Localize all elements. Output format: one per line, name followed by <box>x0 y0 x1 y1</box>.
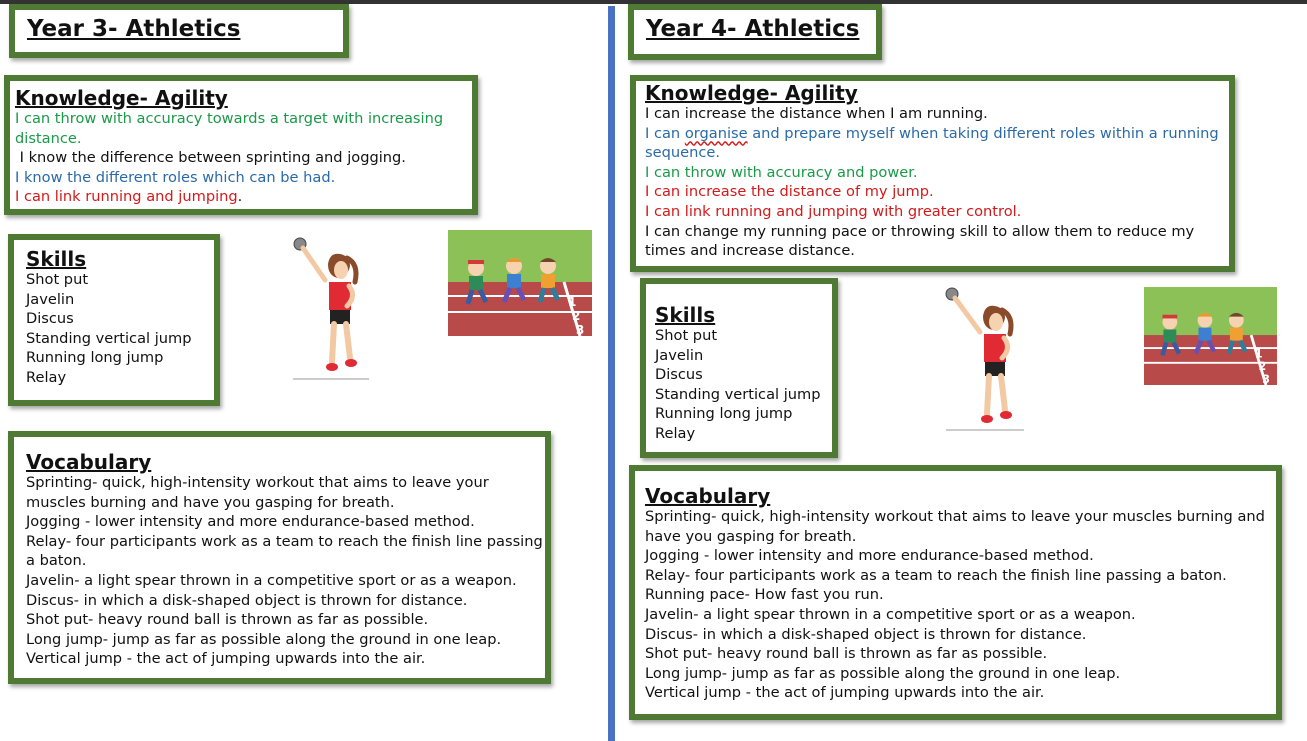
year4-skills-box <box>640 278 838 458</box>
svg-text:1: 1 <box>1254 347 1263 361</box>
vocab-line: Shot put- heavy round ball is thrown as far as possible. <box>645 645 1048 663</box>
year3-vocabulary-heading: Vocabulary <box>26 450 152 474</box>
year4-vocabulary-heading: Vocabulary <box>645 484 771 508</box>
shot-put-girl-illustration <box>285 232 375 382</box>
vocab-line: Sprinting- quick, high-intensity workout that aims to leave your muscles burning and have you gasping for breath. <box>645 508 1265 545</box>
year4-knowledge-heading: Knowledge- Agility <box>645 81 858 105</box>
vocab-line: Discus- in which a disk-shaped object is thrown for distance. <box>645 625 1087 643</box>
year4-skills-heading: Skills <box>655 303 716 327</box>
year4-knowledge-line-1: I can increase the distance when I am running. <box>645 105 988 122</box>
year3-knowledge-line-4-period: . <box>237 188 243 206</box>
column-divider <box>608 6 615 741</box>
year3-title: Year 3- Athletics <box>27 16 241 42</box>
skill-item: Relay <box>655 424 696 442</box>
skill-item: Javelin <box>655 346 704 364</box>
year3-knowledge-line-2: I know the difference between sprinting and jogging. <box>15 149 406 167</box>
vocab-line: Javelin- a light spear thrown in a competitive sport or as a weapon. <box>26 571 517 589</box>
year4-title: Year 4- Athletics <box>646 16 860 42</box>
year3-skills-heading: Skills <box>26 247 87 271</box>
year4-knowledge-line-5: I can link running and jumping with greater control. <box>645 202 1022 220</box>
skill-item: Running long jump <box>26 349 164 367</box>
year3-vocabulary-box <box>8 431 551 684</box>
vocab-line: Running pace- How fast you run. <box>645 586 884 604</box>
year4-knowledge-line-2a: I can <box>645 124 685 142</box>
svg-text:3: 3 <box>1262 373 1270 385</box>
vocab-line: Shot put- heavy round ball is thrown as far as possible. <box>26 611 429 629</box>
vocab-line: Jogging - lower intensity and more endurance-based method. <box>645 547 1094 565</box>
year3-knowledge-line-1: I can throw with accuracy towards a target with increasing distance. <box>15 110 444 147</box>
running-track-illustration <box>448 230 592 336</box>
vocab-line: Vertical jump - the act of jumping upwards into the air. <box>26 650 426 668</box>
year4-knowledge-box <box>630 75 1235 272</box>
year3-title-box <box>9 4 349 58</box>
svg-text:2: 2 <box>572 309 581 323</box>
vocab-line: Discus- in which a disk-shaped object is thrown for distance. <box>26 591 468 609</box>
skill-item: Running long jump <box>655 405 793 423</box>
skill-item: Shot put <box>26 271 89 288</box>
vocab-line: Long jump- jump as far as possible along the ground in one leap. <box>26 630 502 648</box>
year3-knowledge-line-3: I know the different roles which can be had. <box>15 168 336 186</box>
svg-text:2: 2 <box>1258 360 1267 374</box>
skill-item: Discus <box>26 310 74 328</box>
running-track-illustration <box>1144 287 1277 385</box>
vocab-line: Relay- four participants work as a team to reach the finish line passing a baton. <box>26 532 543 570</box>
vocab-line: Relay- four participants work as a team to reach the finish line passing a baton. <box>645 566 1227 584</box>
skill-item: Standing vertical jump <box>655 385 821 403</box>
year3-skills-box <box>8 234 220 406</box>
year3-knowledge-box <box>4 75 478 215</box>
year4-knowledge-line-2-organise: organise <box>684 124 748 142</box>
year3-knowledge-heading: Knowledge- Agility <box>15 86 228 110</box>
vocab-line: Sprinting- quick, high-intensity workout that aims to leave your muscles burning and have you gasping for breath. <box>26 474 489 511</box>
vocab-line: Javelin- a light spear thrown in a competitive sport or as a weapon. <box>645 605 1136 623</box>
year3-knowledge-line-4-text: I can link running and jumping <box>15 188 238 206</box>
year3-knowledge-line-4 <box>15 187 472 207</box>
year4-knowledge-line-3: I can throw with accuracy and power. <box>645 163 918 181</box>
skill-item: Relay <box>26 368 67 386</box>
vocab-line: Long jump- jump as far as possible along the ground in one leap. <box>645 664 1121 682</box>
svg-text:3: 3 <box>576 323 585 336</box>
year4-knowledge-line-2b: and prepare myself when taking different roles within a running sequence. <box>645 124 1219 162</box>
skill-item: Javelin <box>26 290 75 308</box>
shot-put-girl-illustration <box>940 284 1030 434</box>
year4-knowledge-line-6: I can change my running pace or throwing skill to allow them to reduce my times and increase distance. <box>645 222 1195 260</box>
skill-item: Discus <box>655 366 703 384</box>
year4-vocabulary-box <box>629 465 1282 720</box>
skill-item: Standing vertical jump <box>26 329 192 347</box>
svg-text:1: 1 <box>568 295 577 309</box>
vocab-line: Jogging - lower intensity and more endurance-based method. <box>26 513 475 531</box>
vocab-line: Vertical jump - the act of jumping upwards into the air. <box>645 684 1045 702</box>
skill-item: Shot put <box>655 327 718 344</box>
year4-knowledge-line-4: I can increase the distance of my jump. <box>645 183 934 201</box>
year4-title-box <box>628 4 882 60</box>
year4-knowledge-line-2 <box>645 124 1229 163</box>
